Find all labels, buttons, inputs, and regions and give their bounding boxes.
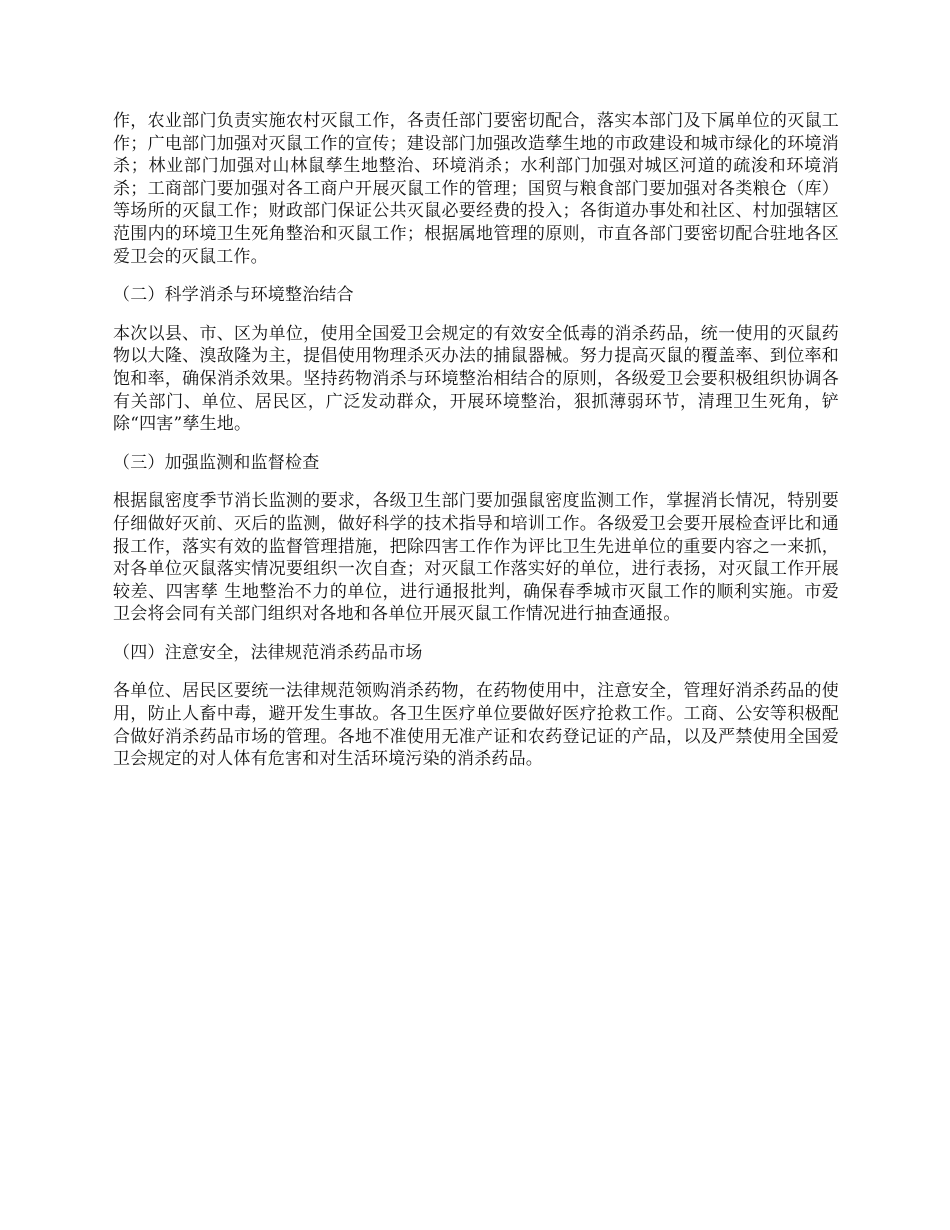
section-heading-4: （四）注意安全，法律规范消杀药品市场 [113, 642, 423, 663]
paragraph-intro: 作，农业部门负责实施农村灭鼠工作，各责任部门要密切配合，落实本部门及下属单位的灭鼠工作；广电部门加强对灭鼠工作的宣传；建设部门加强改造孳生地的市政建设和城市绿化的环境消杀；林业部门加强对山林鼠孳生地整治、环境消杀；水利部门加强对城区河道的疏浚和环境消杀；工商部门要加强对各工商户开展灭鼠工作的管理；国贸与粮食部门要加强对各类粮仓（库）等场所的灭鼠工作；财政部门保证公共灭鼠必要经费的投入；各街道办事处和社区、村加强辖区范围内的环境卫生死角整治和灭鼠工作；根据属地管理的原则，市直各部门要密切配合驻地各区爱卫会的灭鼠工作。 [113, 111, 839, 267]
section-heading-2: （二）科学消杀与环境整治结合 [113, 285, 354, 306]
paragraph-section-4: 各单位、居民区要统一法律规范领购消杀药物，在药物使用中，注意安全，管理好消杀药品的使用，防止人畜中毒，避开发生事故。各卫生医疗单位要做好医疗抢救工作。工商、公安等积极配合做好消杀药品市场的管理。各地不准使用无准产证和农药登记证的产品，以及严禁使用全国爱卫会规定的对人体有危害和对生活环境污染的消杀药品。 [113, 681, 839, 770]
document-page [113, 110, 839, 771]
paragraph-section-2: 本次以县、市、区为单位，使用全国爱卫会规定的有效安全低毒的消杀药品，统一使用的灭鼠药物以大隆、溴敌隆为主，提倡使用物理杀灭办法的捕鼠器械。努力提高灭鼠的覆盖率、到位率和饱和率，确保消杀效果。坚持药物消杀与环境整治相结合的原则，各级爱卫会要积极组织协调各有关部门、单位、居民区，广泛发动群众，开展环境整治，狠抓薄弱环节，清理卫生死角，铲除“四害”孳生地。 [113, 323, 839, 435]
paragraph-section-3: 根据鼠密度季节消长监测的要求，各级卫生部门要加强鼠密度监测工作，掌握消长情况，特别要仔细做好灭前、灭后的监测，做好科学的技术指导和培训工作。各级爱卫会要开展检查评比和通报工作，落实有效的监督管理措施，把除四害工作作为评比卫生先进单位的重要内容之一来抓，对各单位灭鼠落实情况要组织一次自查；对灭鼠工作落实好的单位，进行表扬，对灭鼠工作开展较差、四害孳 生地整治不力的单位，进行通报批判，确保春季城市灭鼠工作的顺利实施。市爱卫会将会同有关部门组织对各地和各单位开展灭鼠工作情况进行抽查通报。 [113, 491, 839, 625]
section-heading-3: （三）加强监测和监督检查 [113, 452, 320, 473]
